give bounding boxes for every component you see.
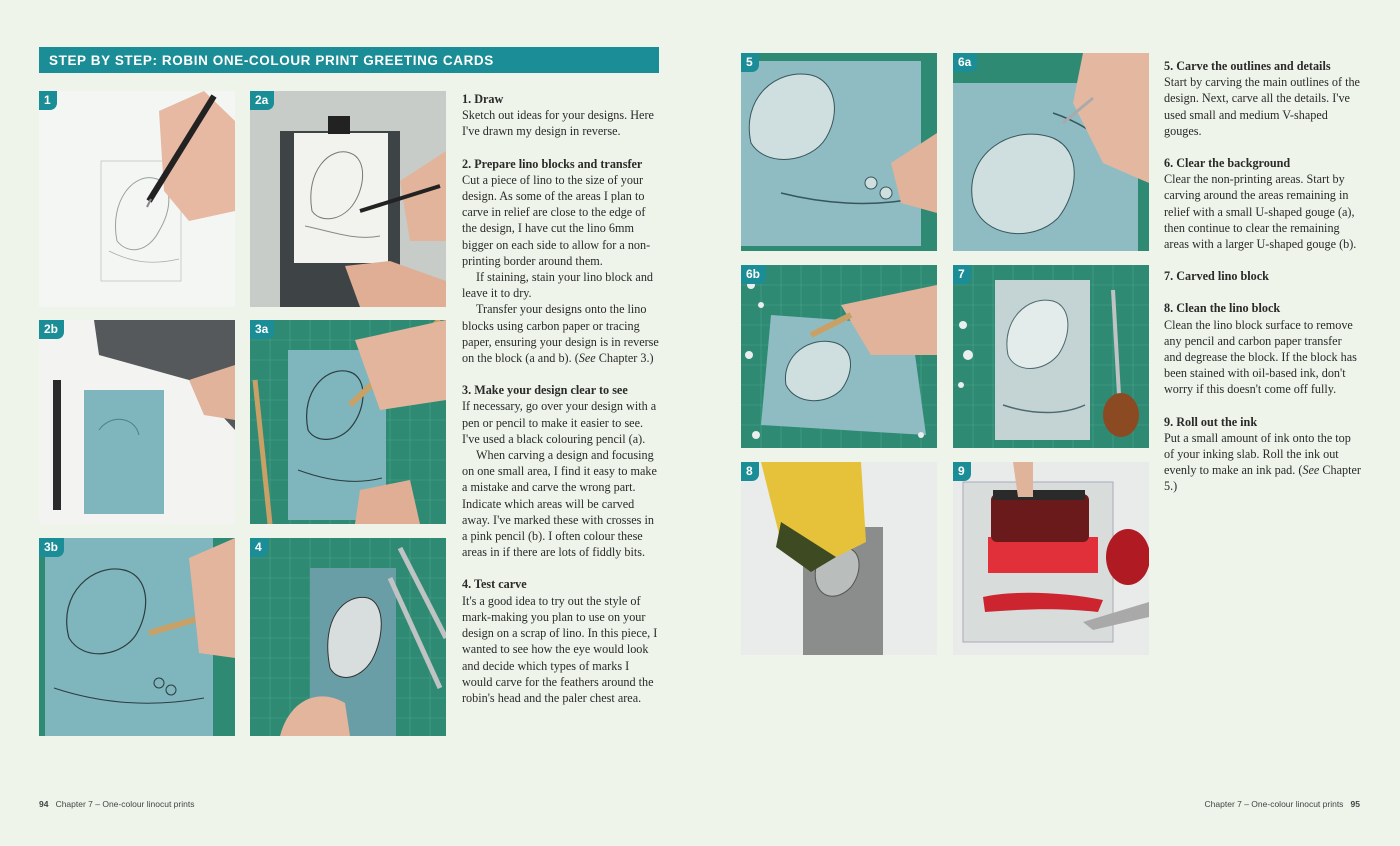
step-body: When carving a design and focusing on one small area, I find it easy to make a mistake and carve the wrong part. Indicate which areas will be carved away. I've marked these with crosses in a pink pencil (b). I often colour these areas in if there are lots of fiddly bits. — [462, 448, 657, 560]
step-number-tag: 3b — [39, 538, 64, 557]
step-body: If staining, stain your lino block and leave it to dry. — [462, 270, 654, 301]
step-body: Cut a piece of lino to the size of your design. As some of the areas I plan to carve in relief are close to the edge of the design, I have cut the lino 6mm bigger on each side to allow for a non-printing border around them. — [462, 172, 651, 268]
step-body: Transfer your designs onto the lino blocks using carbon paper or tracing paper, ensuring your design is in reverse on the block (a and b). (See Chapter 3.) — [462, 302, 659, 366]
step-1-text — [462, 91, 660, 140]
step-9-text — [1164, 414, 1362, 495]
step-number-tag: 6a — [953, 53, 977, 72]
step-3-text — [462, 382, 660, 560]
step-8-text — [1164, 300, 1362, 397]
step-body: Start by carving the main outlines of the design. Next, carve all the details. I've used small and medium V-shaped gouges. — [1164, 75, 1360, 138]
step-body: Clean the lino block surface to remove any pencil and carbon paper transfer and degrease the block. If the block has been stained with oil-based ink, don't worry if this doesn't come off fully. — [1164, 317, 1357, 397]
step-heading: 5. Carve the outlines and details — [1164, 59, 1331, 73]
right-page-footer — [1205, 799, 1360, 809]
photo-step-6b — [741, 265, 937, 448]
step-heading: 3. Make your design clear to see — [462, 383, 628, 398]
step-number-tag: 9 — [953, 462, 971, 481]
right-instructions — [1164, 58, 1362, 511]
step-number-tag: 6b — [741, 265, 766, 284]
step-heading: 8. Clean the lino block — [1164, 301, 1281, 316]
step-heading: 6. Clear the background — [1164, 156, 1291, 171]
step-number-tag: 7 — [953, 265, 971, 284]
step-number-tag: 1 — [39, 91, 57, 110]
step-body: It's a good idea to try out the style of mark-making you plan to use on your design on a scrap of lino. In this piece, I wanted to see how the eye would look and decide which types of marks I would carve for the feathers around the robin's head and the paler chest area. — [462, 593, 658, 705]
chapter-label: Chapter 7 – One-colour linocut prints — [55, 799, 195, 809]
photo-step-3a — [250, 320, 446, 524]
photo-step-6a — [953, 53, 1149, 251]
photo-step-1 — [39, 91, 235, 307]
photo-step-4 — [250, 538, 446, 736]
left-page-footer — [39, 799, 194, 809]
step-body: Clear the non-printing areas. Start by carving around the areas remaining in relief with a small U-shaped gouge (a), then continue to clear the remaining areas with a larger U-shaped gouge (b). — [1164, 172, 1357, 252]
step-heading: 1. Draw — [462, 92, 504, 106]
step-7-text — [1164, 268, 1362, 284]
step-heading: 2. Prepare lino blocks and transfer — [462, 156, 643, 171]
photo-step-3b — [39, 538, 235, 736]
step-heading: 7. Carved lino block — [1164, 269, 1269, 284]
step-body: Sketch out ideas for your designs. Here I've drawn my design in reverse. — [462, 108, 654, 139]
photo-step-2b — [39, 320, 235, 524]
step-4-text — [462, 576, 660, 706]
step-6-text — [1164, 155, 1362, 252]
step-heading: 9. Roll out the ink — [1164, 414, 1258, 429]
photo-step-5 — [741, 53, 937, 251]
chapter-label: Chapter 7 – One-colour linocut prints — [1204, 799, 1344, 809]
step-number-tag: 5 — [741, 53, 759, 72]
step-number-tag: 2b — [39, 320, 64, 339]
step-body: Put a small amount of ink onto the top of your inking slab. Roll the ink out evenly to make an ink pad. (See Chapter 5.) — [1164, 430, 1361, 494]
step-body: If necessary, go over your design with a pen or pencil to make it easier to see. I've used a black colouring pencil (a). — [462, 399, 657, 446]
photo-step-7 — [953, 265, 1149, 448]
step-number-tag: 2a — [250, 91, 274, 110]
step-5-text — [1164, 58, 1362, 139]
banner-title: STEP BY STEP: ROBIN ONE-COLOUR PRINT GREETING CARDS — [49, 52, 494, 68]
section-banner — [39, 47, 659, 73]
photo-step-9 — [953, 462, 1149, 655]
page-number: 95 — [1350, 799, 1360, 809]
step-number-tag: 3a — [250, 320, 274, 339]
step-2-text — [462, 156, 660, 367]
left-instructions — [462, 91, 660, 722]
step-number-tag: 4 — [250, 538, 268, 557]
step-heading: 4. Test carve — [462, 577, 527, 592]
photo-step-8 — [741, 462, 937, 655]
page-number: 94 — [39, 799, 49, 809]
photo-step-2a — [250, 91, 446, 307]
step-number-tag: 8 — [741, 462, 759, 481]
